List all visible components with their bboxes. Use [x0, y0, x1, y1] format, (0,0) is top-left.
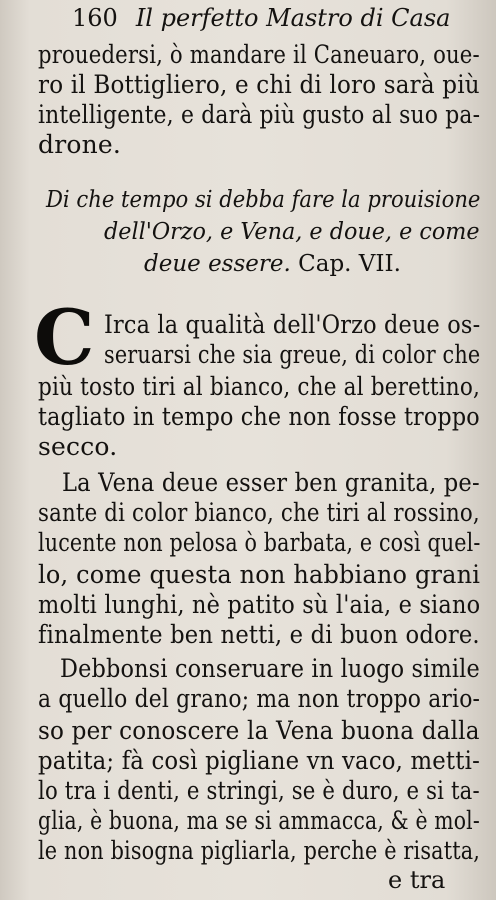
text-line: secco.	[38, 432, 118, 461]
text-line: sante di color bianco, che tiri al rossino,	[38, 498, 480, 527]
page-header	[72, 4, 450, 32]
text-line: drone.	[38, 130, 122, 159]
text-line: lucente non pelosa ò barbata, e così quel-	[38, 528, 481, 557]
chapter-number: Cap. VII.	[298, 251, 401, 277]
text-line: Irca la qualità dell'Orzo deue os-	[104, 310, 481, 339]
text-line: ro il Bottigliero, e chi di loro sarà più	[38, 70, 480, 99]
text-line: La Vena deue esser ben granita, pe-	[62, 468, 480, 497]
text-line: so per conoscere la Vena buona dalla	[38, 716, 480, 745]
chapter-heading-line: Di che tempo si debba fare la prouisione	[46, 187, 481, 213]
text-line: a quello del grano; ma non troppo ario-	[38, 684, 481, 713]
drop-cap: C	[34, 293, 95, 382]
chapter-heading-line: dell'Orzo, e Vena, e doue, e come	[104, 219, 480, 245]
text-line: Debbonsi conseruare in luogo simile	[60, 654, 480, 683]
text-line: patita; fà così pigliane vn vaco, metti-	[38, 746, 480, 775]
text-line: intelligente, e darà più gusto al suo pa-	[38, 100, 481, 129]
text-line: le non bisogna pigliarla, perche è risatta,	[38, 836, 481, 865]
text-line: seruarsi che sia greue, di color che	[104, 340, 481, 369]
running-title: Il perfetto Mastro di Casa	[135, 4, 451, 32]
text-line: finalmente ben netti, e di buon odore.	[38, 620, 480, 649]
text-line: lo, come questa non habbiano grani	[38, 560, 481, 589]
chapter-heading-line	[144, 250, 401, 278]
text-line: molti lunghi, nè patito sù l'aia, e siano	[38, 590, 481, 619]
text-line: lo tra i denti, e stringi, se è duro, e si ta-	[38, 776, 480, 805]
page-number: 160	[72, 4, 118, 32]
text-line: prouedersi, ò mandare il Caneuaro, oue-	[38, 40, 480, 69]
chapter-heading-text: deue essere.	[144, 251, 291, 277]
text-line: tagliato in tempo che non fosse troppo	[38, 402, 480, 431]
text-line: glia, è buona, ma se si ammacca, & è mol-	[38, 806, 480, 835]
text-line: più tosto tiri al bianco, che al berettino,	[38, 372, 481, 401]
catchword: e tra	[388, 866, 446, 894]
